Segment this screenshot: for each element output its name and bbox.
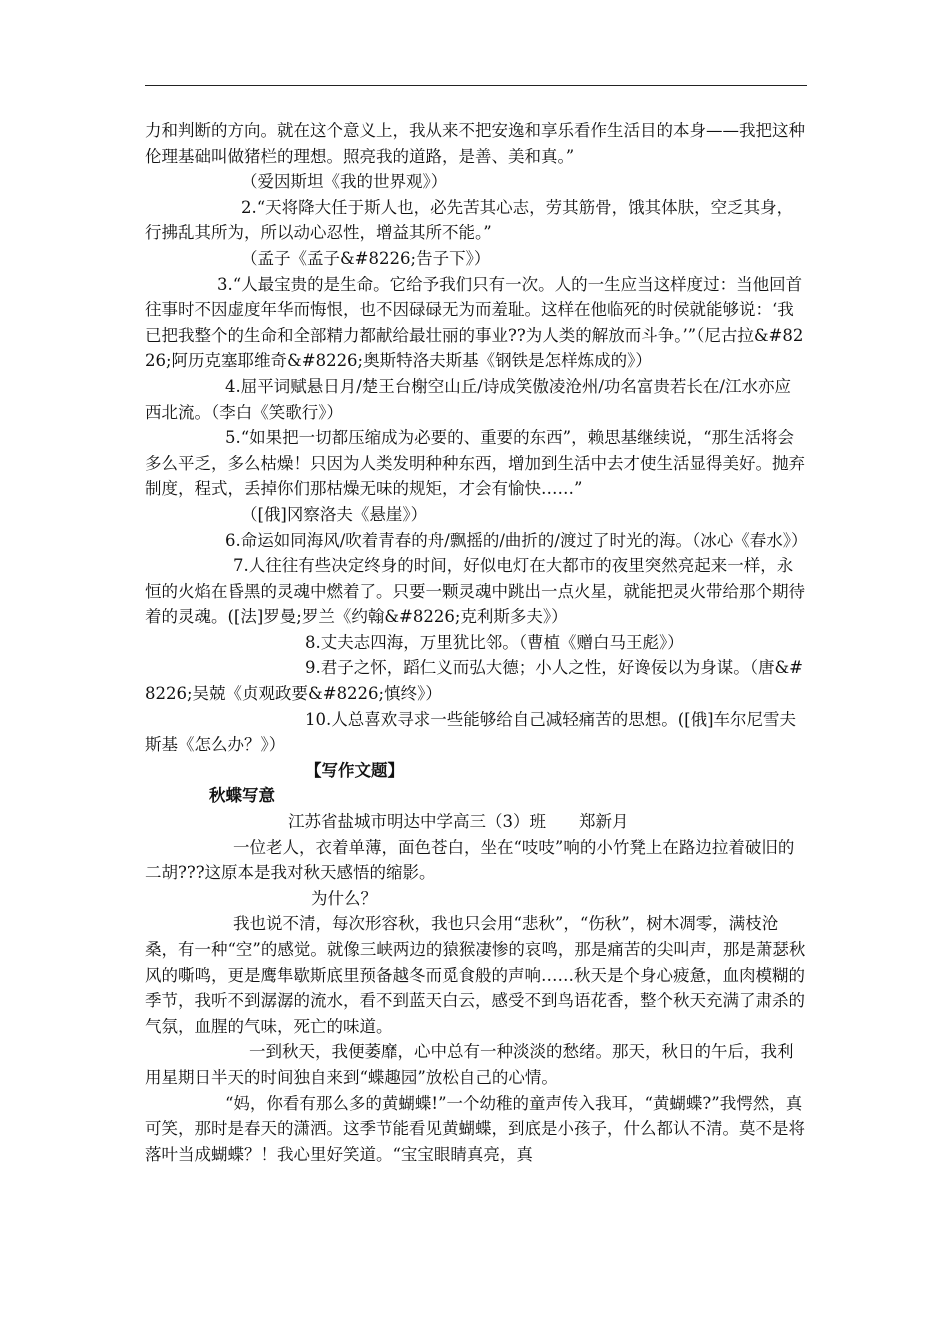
essay-author: 江苏省盐城市明达中学高三（3）班 郑新月 (288, 812, 629, 832)
paragraph: 2.“天将降大任于斯人也，必先苦其心志，劳其筋骨，饿其体肤，空乏其身，行拂乱其所为，所以动心忍性，增益其所不能。” (145, 197, 794, 243)
paragraph: 一位老人，衣着单薄，面色苍白，坐在“吱吱”响的小竹凳上在路边拉着破旧的二胡???这原本是我对秋天感悟的缩影。 (145, 837, 795, 883)
essay-title: 秋蝶写意 (209, 786, 275, 806)
paragraph: 6.命运如同海风/吹着青春的舟/飘摇的/曲折的/渡过了时光的海。（冰心《春水》） (225, 530, 808, 550)
paragraph: 力和判断的方向。就在这个意义上，我从来不把安逸和享乐看作生活目的本身——我把这种伦理基础叫做猪栏的理想。照亮我的道路，是善、美和真。” (145, 121, 805, 166)
paragraph: 5.“如果把一切都压缩成为必要的、重要的东西”，赖思基继续说，“那生活将会多么平乏，多么枯燥！只因为人类发明种种东西，增加到生活中去才使生活显得美好。抛弃制度，程式，丢掉你们那枯燥无味的规矩，才会有愉快……” (145, 428, 805, 499)
quote-source: （孟子《孟子&#8226;告子下》） (241, 248, 491, 268)
quote-source: （[俄]冈察洛夫《悬崖》） (241, 504, 428, 524)
paragraph: 8.丈夫志四海，万里犹比邻。（曹植《赠白马王彪》） (305, 632, 684, 652)
paragraph: 一到秋天，我便萎靡，心中总有一种淡淡的愁绪。那天，秋日的午后，我利用星期日半天的时间独自来到“蝶趣园”放松自己的心情。 (145, 1042, 794, 1087)
paragraph: 4.屈平词赋悬日月/楚王台榭空山丘/诗成笑傲凌沧州/功名富贵若长在/江水亦应西北流。（李白《笑歌行》） (145, 376, 791, 422)
section-heading: 【写作文题】 (305, 760, 404, 780)
header-rule (145, 85, 807, 86)
paragraph: “妈，你看有那么多的黄蝴蝶!”一个幼稚的童声传入我耳，“黄蝴蝶?”我愕然，真可笑，那时是春天的潇洒。这季节能看见黄蝴蝶，到底是小孩子，什么都认不清。莫不是将落叶当成蝴蝶？！我心里好笑道。“宝宝眼睛真亮，真 (145, 1093, 805, 1164)
paragraph: 9.君子之怀，蹈仁义而弘大德；小人之性，好谗佞以为身谋。（唐&#8226;吴兢《贞观政要&#8226;慎终》） (145, 658, 804, 704)
document-body (145, 118, 807, 1167)
paragraph: 为什么？ (311, 888, 377, 908)
paragraph: 3.“人最宝贵的是生命。它给予我们只有一次。人的一生应当这样度过：当他回首往事时不因虚度年华而悔恨，也不因碌碌无为而羞耻。这样在他临死的时侯就能够说：‘我已把我整个的生命和全部精力都献给最壮丽的事业??为人类的解放而斗争。’”（尼古拉&#8226;阿历克塞耶维奇&#8226;奥斯特洛夫斯基《钢铁是怎样炼成的》） (145, 274, 804, 371)
paragraph: 7.人往往有些决定终身的时间，好似电灯在大都市的夜里突然亮起来一样，永恒的火焰在昏黑的灵魂中燃着了。只要一颗灵魂中跳出一点火星，就能把灵火带给那个期待着的灵魂。([法]罗曼;罗兰《约翰&#8226;克利斯多夫》） (145, 556, 805, 627)
quote-source: （爱因斯坦《我的世界观》） (241, 172, 448, 192)
paragraph: 10.人总喜欢寻求一些能够给自己减轻痛苦的思想。([俄]车尔尼雪夫斯基《怎么办？》） (145, 709, 797, 755)
paragraph: 我也说不清，每次形容秋，我也只会用“悲秋”，“伤秋”，树木凋零，满枝沧桑，有一种“空”的感觉。就像三峡两边的猿猴凄惨的哀鸣，那是痛苦的尖叫声，那是萧瑟秋风的嘶鸣，更是鹰隼歇斯底里预备越冬而觅食般的声响……秋天是个身心疲惫，血肉模糊的季节，我听不到潺潺的流水，看不到蓝天白云，感受不到鸟语花香，整个秋天充满了肃杀的气氛，血腥的气味，死亡的味道。 (145, 914, 806, 1036)
